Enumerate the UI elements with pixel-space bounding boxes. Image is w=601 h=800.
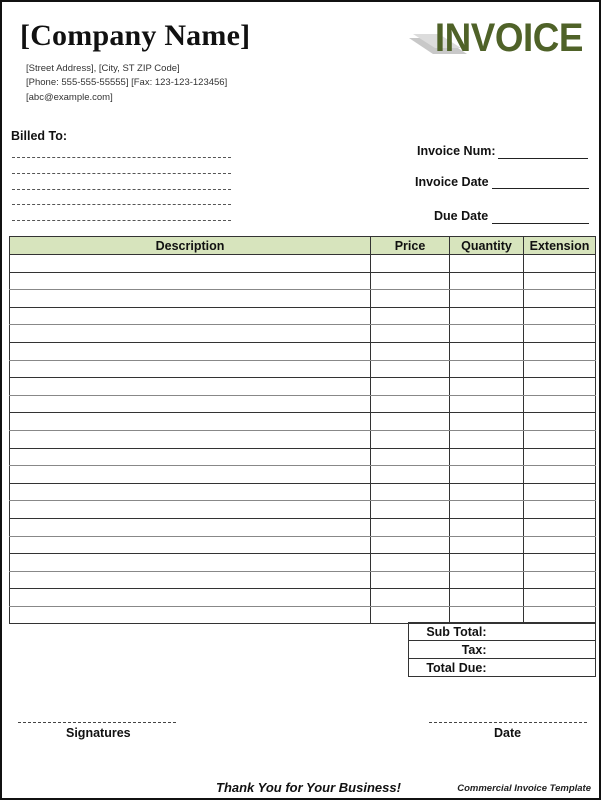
- extension-cell[interactable]: [524, 255, 596, 273]
- quantity-cell[interactable]: [450, 483, 524, 501]
- price-cell[interactable]: [371, 430, 450, 448]
- quantity-cell[interactable]: [450, 554, 524, 572]
- tax-value[interactable]: [489, 641, 596, 659]
- price-cell[interactable]: [371, 501, 450, 519]
- description-cell[interactable]: [10, 501, 371, 519]
- quantity-cell[interactable]: [450, 536, 524, 554]
- description-cell[interactable]: [10, 378, 371, 396]
- price-cell[interactable]: [371, 466, 450, 484]
- price-cell[interactable]: [371, 571, 450, 589]
- description-cell[interactable]: [10, 554, 371, 572]
- thank-you-message: Thank You for Your Business!: [216, 780, 401, 795]
- price-cell[interactable]: [371, 395, 450, 413]
- extension-cell[interactable]: [524, 413, 596, 431]
- extension-cell[interactable]: [524, 589, 596, 607]
- quantity-cell[interactable]: [450, 466, 524, 484]
- description-cell[interactable]: [10, 395, 371, 413]
- extension-cell[interactable]: [524, 518, 596, 536]
- table-row: [10, 501, 596, 519]
- quantity-cell[interactable]: [450, 272, 524, 290]
- extension-cell[interactable]: [524, 466, 596, 484]
- company-email: [abc@example.com]: [26, 92, 113, 103]
- extension-cell[interactable]: [524, 430, 596, 448]
- signature-line[interactable]: [18, 722, 176, 723]
- table-row: [10, 536, 596, 554]
- invoice-num-label: Invoice Num:: [417, 144, 496, 158]
- invoice-date-field[interactable]: [492, 188, 589, 189]
- price-cell[interactable]: [371, 448, 450, 466]
- price-cell[interactable]: [371, 483, 450, 501]
- price-cell[interactable]: [371, 307, 450, 325]
- sub-total-label: Sub Total:: [409, 623, 489, 641]
- total-due-row: [409, 659, 596, 677]
- quantity-cell[interactable]: [450, 518, 524, 536]
- invoice-num-field[interactable]: [498, 158, 588, 159]
- date-line[interactable]: [429, 722, 587, 723]
- items-header-row: [10, 237, 596, 255]
- price-cell[interactable]: [371, 413, 450, 431]
- billed-to-line-1[interactable]: [12, 157, 231, 158]
- table-row: [10, 360, 596, 378]
- table-row: [10, 483, 596, 501]
- table-row: [10, 589, 596, 607]
- quantity-cell[interactable]: [450, 307, 524, 325]
- price-cell[interactable]: [371, 255, 450, 273]
- table-row: [10, 342, 596, 360]
- extension-cell[interactable]: [524, 290, 596, 308]
- quantity-cell[interactable]: [450, 448, 524, 466]
- description-cell[interactable]: [10, 255, 371, 273]
- due-date-label: Due Date: [434, 209, 489, 223]
- price-cell[interactable]: [371, 518, 450, 536]
- column-header-extension: Extension: [524, 237, 596, 255]
- table-row: [10, 430, 596, 448]
- table-row: [10, 448, 596, 466]
- table-row: [10, 290, 596, 308]
- price-cell[interactable]: [371, 272, 450, 290]
- document-title: INVOICE: [434, 16, 583, 60]
- description-cell[interactable]: [10, 518, 371, 536]
- extension-cell[interactable]: [524, 272, 596, 290]
- price-cell[interactable]: [371, 554, 450, 572]
- quantity-cell[interactable]: [450, 413, 524, 431]
- extension-cell[interactable]: [524, 342, 596, 360]
- extension-cell[interactable]: [524, 307, 596, 325]
- table-row: [10, 272, 596, 290]
- description-cell[interactable]: [10, 413, 371, 431]
- sub-total-row: [409, 623, 596, 641]
- description-cell[interactable]: [10, 571, 371, 589]
- extension-cell[interactable]: [524, 501, 596, 519]
- sub-total-value[interactable]: [489, 623, 596, 641]
- table-row: [10, 518, 596, 536]
- quantity-cell[interactable]: [450, 395, 524, 413]
- signatures-label: Signatures: [66, 726, 131, 740]
- due-date-field[interactable]: [492, 223, 589, 224]
- invoice-date-label: Invoice Date: [415, 175, 489, 189]
- table-row: [10, 307, 596, 325]
- quantity-cell[interactable]: [450, 342, 524, 360]
- total-due-label: Total Due:: [409, 659, 489, 677]
- company-name: [Company Name]: [20, 19, 251, 52]
- table-row: [10, 325, 596, 343]
- price-cell[interactable]: [371, 360, 450, 378]
- billed-to-line-5[interactable]: [12, 220, 231, 221]
- items-body: [10, 255, 596, 624]
- quantity-cell[interactable]: [450, 430, 524, 448]
- extension-cell[interactable]: [524, 536, 596, 554]
- items-table: [9, 236, 596, 624]
- extension-cell[interactable]: [524, 448, 596, 466]
- quantity-cell[interactable]: [450, 501, 524, 519]
- extension-cell[interactable]: [524, 378, 596, 396]
- description-cell[interactable]: [10, 466, 371, 484]
- description-cell[interactable]: [10, 430, 371, 448]
- billed-to-line-4[interactable]: [12, 204, 231, 205]
- column-header-quantity: Quantity: [450, 237, 524, 255]
- price-cell[interactable]: [371, 325, 450, 343]
- quantity-cell[interactable]: [450, 378, 524, 396]
- table-row: [10, 466, 596, 484]
- column-header-description: Description: [10, 237, 371, 255]
- extension-cell[interactable]: [524, 360, 596, 378]
- extension-cell[interactable]: [524, 325, 596, 343]
- quantity-cell[interactable]: [450, 290, 524, 308]
- description-cell[interactable]: [10, 272, 371, 290]
- table-row: [10, 255, 596, 273]
- description-cell[interactable]: [10, 325, 371, 343]
- description-cell[interactable]: [10, 360, 371, 378]
- extension-cell[interactable]: [524, 483, 596, 501]
- description-cell[interactable]: [10, 606, 371, 624]
- tax-row: [409, 641, 596, 659]
- extension-cell[interactable]: [524, 395, 596, 413]
- table-row: [10, 571, 596, 589]
- description-cell[interactable]: [10, 536, 371, 554]
- table-row: [10, 413, 596, 431]
- billed-to-line-3[interactable]: [12, 189, 231, 190]
- price-cell[interactable]: [371, 290, 450, 308]
- table-row: [10, 378, 596, 396]
- extension-cell[interactable]: [524, 554, 596, 572]
- price-cell[interactable]: [371, 378, 450, 396]
- description-cell[interactable]: [10, 589, 371, 607]
- price-cell[interactable]: [371, 536, 450, 554]
- price-cell[interactable]: [371, 589, 450, 607]
- date-label: Date: [494, 726, 522, 740]
- quantity-cell[interactable]: [450, 589, 524, 607]
- column-header-price: Price: [371, 237, 450, 255]
- description-cell[interactable]: [10, 290, 371, 308]
- quantity-cell[interactable]: [450, 571, 524, 589]
- company-phone-fax: [Phone: 555-555-55555] [Fax: 123-123-123456]: [26, 77, 228, 88]
- billed-to-label: Billed To:: [11, 129, 68, 143]
- quantity-cell[interactable]: [450, 255, 524, 273]
- description-cell[interactable]: [10, 448, 371, 466]
- tax-label: Tax:: [409, 641, 489, 659]
- company-address: [Street Address], [City, ST ZIP Code]: [26, 63, 180, 74]
- table-row: [10, 554, 596, 572]
- description-cell[interactable]: [10, 307, 371, 325]
- total-due-value[interactable]: [489, 659, 596, 677]
- totals-table: [408, 622, 596, 677]
- description-cell[interactable]: [10, 342, 371, 360]
- description-cell[interactable]: [10, 483, 371, 501]
- quantity-cell[interactable]: [450, 360, 524, 378]
- table-row: [10, 395, 596, 413]
- billed-to-line-2[interactable]: [12, 173, 231, 174]
- template-name: Commercial Invoice Template: [457, 783, 591, 794]
- extension-cell[interactable]: [524, 571, 596, 589]
- price-cell[interactable]: [371, 342, 450, 360]
- quantity-cell[interactable]: [450, 325, 524, 343]
